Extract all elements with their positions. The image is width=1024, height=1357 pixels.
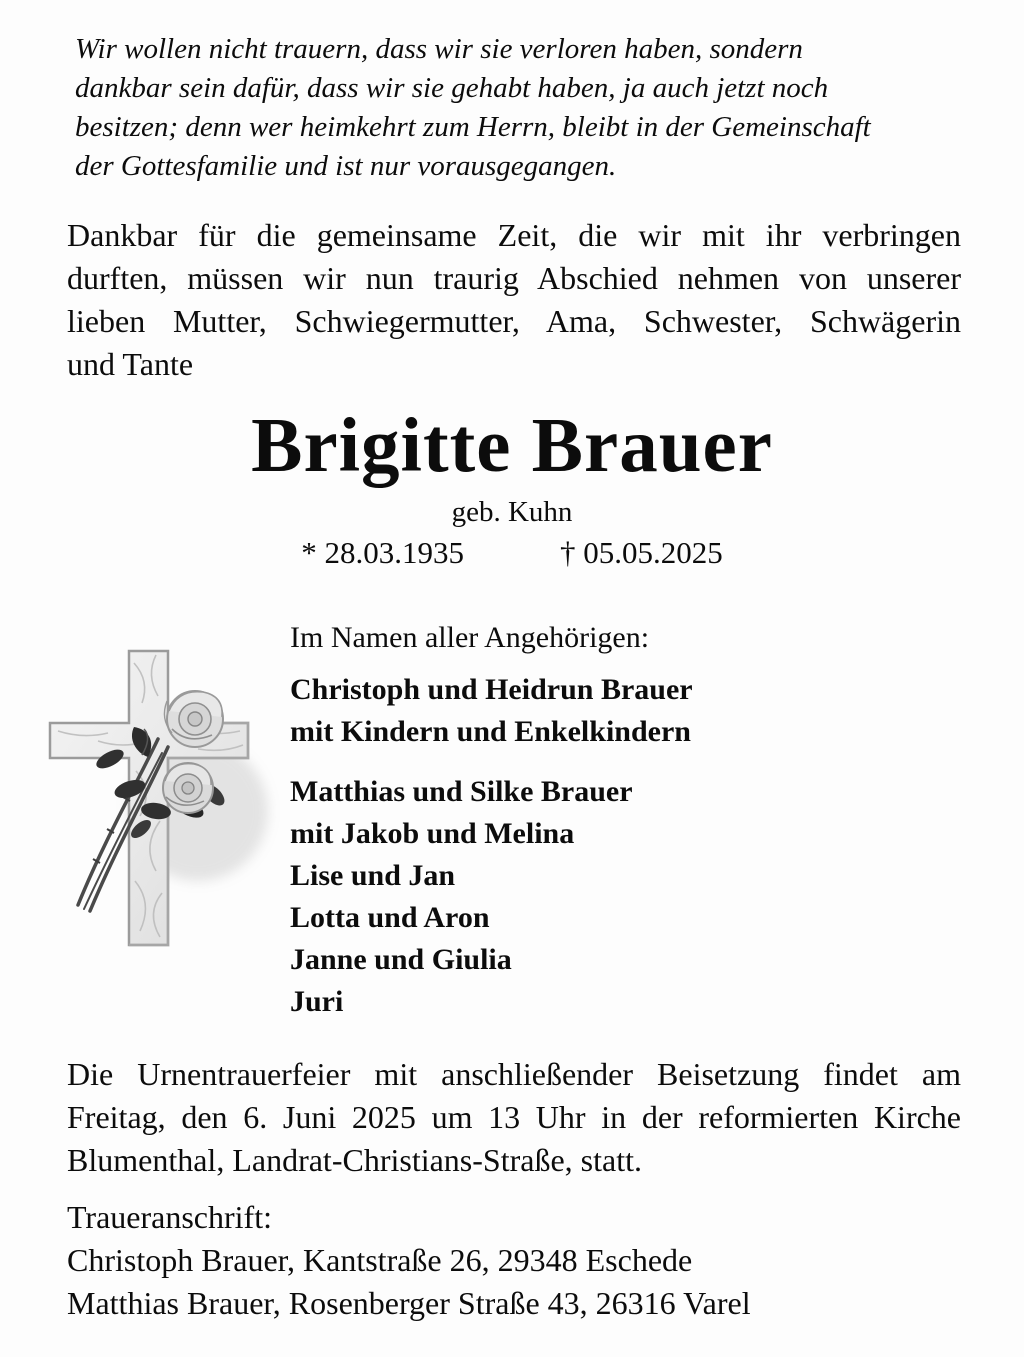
deceased-name: Brigitte Brauer	[251, 402, 773, 488]
text-line: dankbar sein dafür, dass wir sie gehabt haben, ja auch jetzt noch	[75, 72, 829, 104]
text-line: Blumenthal, Landrat-Christians-Straße, statt.	[67, 1142, 642, 1178]
address-heading: Traueranschrift:	[67, 1199, 272, 1235]
text-line: Janne und Giulia	[290, 943, 512, 976]
text-line: durften, müssen wir nun traurig Abschied nehmen von unserer	[67, 260, 961, 296]
cross-with-roses-image	[38, 641, 294, 957]
text-line: Freitag, den 6. Juni 2025 um 13 Uhr in der reformierten Kirche	[67, 1099, 961, 1135]
text-line: lieben Mutter, Schwiegermutter, Ama, Schwester, Schwägerin	[67, 303, 961, 339]
death-date: † 05.05.2025	[560, 535, 723, 570]
text-line: mit Kindern und Enkelkindern	[290, 715, 691, 748]
text-line: besitzen; denn wer heimkehrt zum Herrn, bleibt in der Gemeinschaft	[75, 111, 871, 143]
text-line: Dankbar für die gemeinsame Zeit, die wir mit ihr verbringen	[67, 217, 961, 253]
mourners-heading: Im Namen aller Angehörigen:	[290, 621, 650, 654]
life-dates	[0, 535, 1024, 571]
mourners-group-1	[290, 669, 693, 753]
text-line: Juri	[290, 985, 344, 1018]
funeral-paragraph	[67, 1053, 961, 1182]
text-line: und Tante	[67, 346, 194, 382]
text-line: Lotta und Aron	[290, 901, 490, 934]
address-lines	[67, 1239, 961, 1325]
text-line: Christoph Brauer, Kantstraße 26, 29348 Eschede	[67, 1242, 693, 1278]
text-line: Matthias und Silke Brauer	[290, 775, 633, 808]
text-line: Wir wollen nicht trauern, dass wir sie verloren haben, sondern	[75, 33, 803, 65]
text-line: Die Urnentrauerfeier mit anschließender Beisetzung findet am	[67, 1056, 961, 1092]
birth-date: * 28.03.1935	[301, 535, 464, 570]
rose-blossom-lower	[163, 763, 213, 813]
text-line: Christoph und Heidrun Brauer	[290, 673, 693, 706]
intro-paragraph	[67, 214, 961, 386]
text-line: mit Jakob und Melina	[290, 817, 575, 850]
maiden-name: geb. Kuhn	[451, 496, 573, 528]
text-line: Lise und Jan	[290, 859, 456, 892]
text-line: der Gottesfamilie und ist nur vorausgegangen.	[75, 150, 617, 182]
text-line: Matthias Brauer, Rosenberger Straße 43, 26316 Varel	[67, 1285, 751, 1321]
address-block	[67, 1196, 961, 1325]
quote-paragraph	[75, 30, 970, 186]
mourners-group-2	[290, 771, 633, 1023]
